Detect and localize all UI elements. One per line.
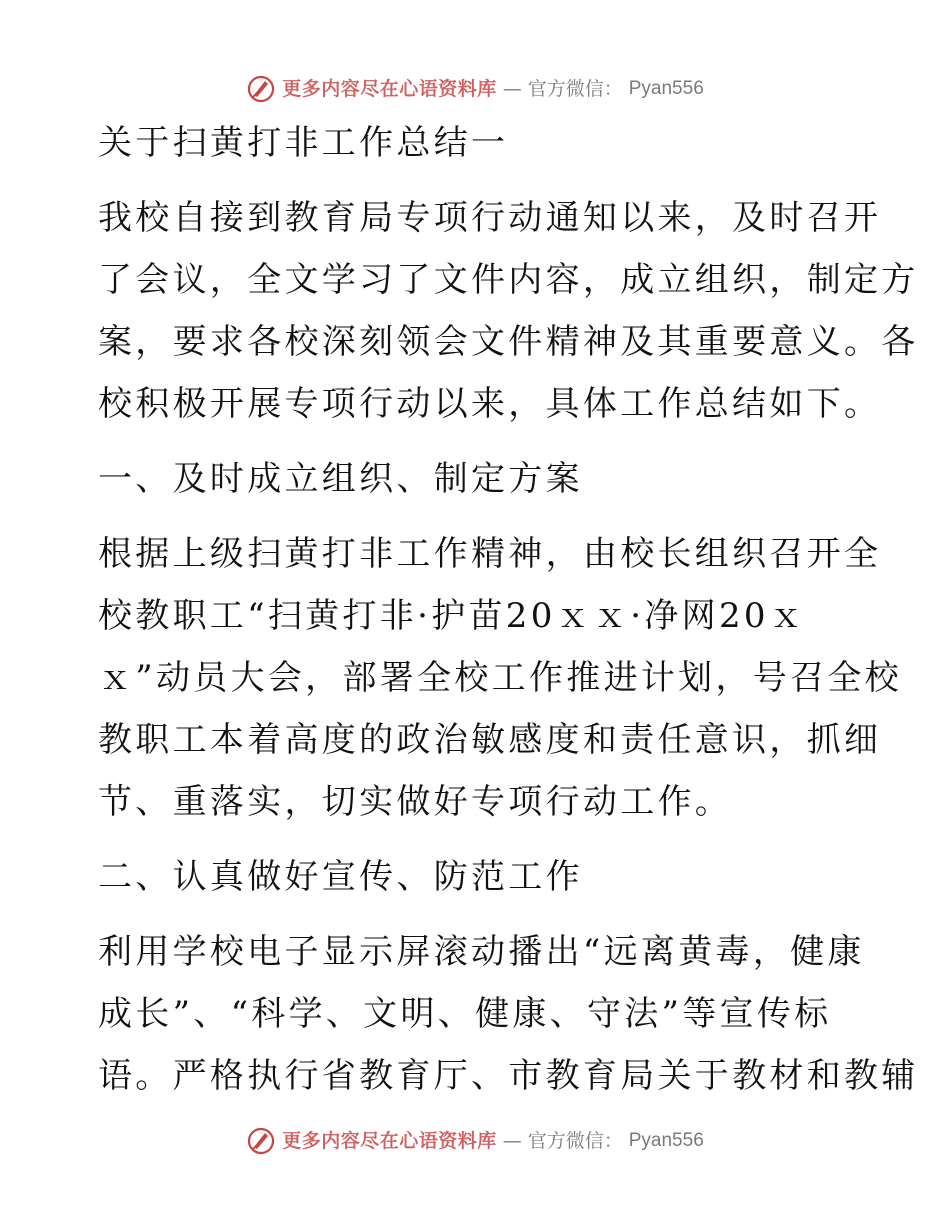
- section-heading-1: 一、及时成立组织、制定方案: [98, 459, 583, 499]
- quill-logo-icon: [246, 74, 276, 104]
- watermark-brand-text: 更多内容尽在心语资料库: [282, 78, 497, 100]
- paragraph-line: 我校自接到教育局专项行动通知以来，及时召开: [98, 198, 882, 238]
- watermark-separator: —: [502, 1130, 522, 1152]
- watermark-channel-text: 官方微信：: [527, 78, 623, 100]
- paragraph-line: 节、重落实，切实做好专项行动工作。: [98, 782, 733, 822]
- section2-paragraph: [98, 927, 919, 1101]
- paragraph-line: 教职工本着高度的政治敏感度和责任意识，抓细: [98, 720, 882, 760]
- paragraph-line: ｘ”动员大会，部署全校工作推进计划，号召全校: [98, 658, 902, 698]
- quill-logo-icon: [246, 1126, 276, 1156]
- paragraph-line: 根据上级扫黄打非工作精神，由校长组织召开全: [98, 534, 882, 574]
- section1-paragraph: [98, 529, 902, 827]
- paragraph-line: 成长”、“科学、文明、健康、守法”等宣传标: [98, 994, 832, 1034]
- header-watermark: [0, 74, 950, 104]
- watermark-separator: —: [502, 78, 522, 100]
- document-body: [98, 118, 919, 1101]
- watermark-brand-text: 更多内容尽在心语资料库: [282, 1130, 497, 1152]
- paragraph-line: 校教职工“扫黄打非·护苗20ｘｘ·净网20ｘ: [98, 596, 807, 636]
- watermark-channel-text: 官方微信：: [527, 1130, 623, 1152]
- paragraph-line: 校积极开展专项行动以来，具体工作总结如下。: [98, 384, 882, 424]
- intro-paragraph: [98, 193, 919, 429]
- paragraph-line: 案，要求各校深刻领会文件精神及其重要意义。各: [98, 322, 919, 362]
- document-title: 关于扫黄打非工作总结一: [98, 123, 509, 163]
- paragraph-line: 了会议，全文学习了文件内容，成立组织，制定方: [98, 260, 919, 300]
- watermark-handle: Pyan556: [628, 78, 704, 99]
- section-heading-2: 二、认真做好宣传、防范工作: [98, 857, 583, 897]
- watermark-handle: Pyan556: [628, 1130, 704, 1151]
- paragraph-line: 利用学校电子显示屏滚动播出“远离黄毒，健康: [98, 932, 865, 972]
- paragraph-line: 语。严格执行省教育厅、市教育局关于教材和教辅: [98, 1056, 919, 1096]
- footer-watermark: [0, 1126, 950, 1156]
